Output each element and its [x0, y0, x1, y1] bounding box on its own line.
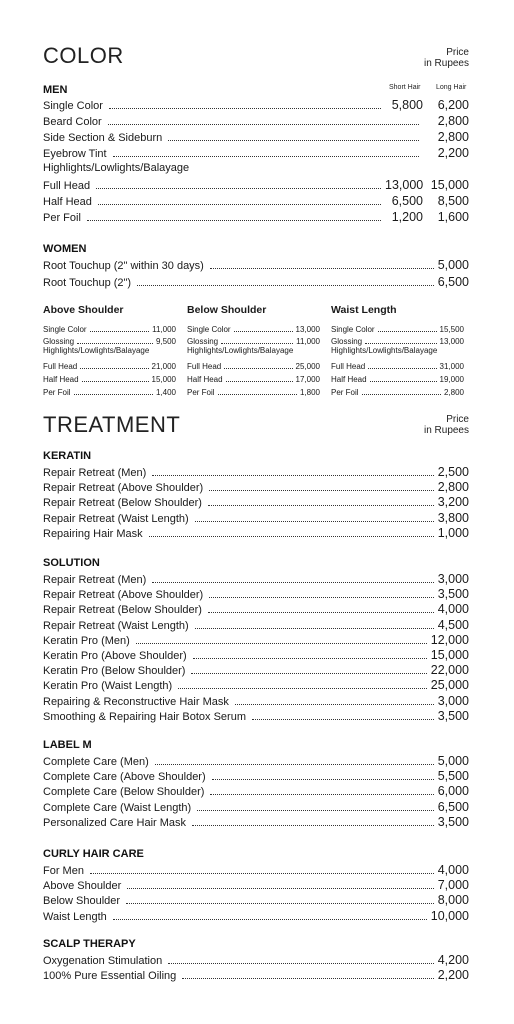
- dot-leader: [152, 581, 433, 583]
- dot-leader: [137, 284, 434, 286]
- price: 4,500: [437, 617, 469, 632]
- dot-leader: [370, 380, 437, 382]
- treatment-row: [43, 892, 469, 907]
- dot-leader: [178, 687, 427, 689]
- long-hair-price: 2,200: [437, 146, 469, 160]
- dot-leader: [168, 962, 433, 964]
- dot-leader: [252, 718, 434, 720]
- service-label: Root Touchup (2" within 30 days): [43, 260, 204, 272]
- dot-leader: [149, 535, 434, 537]
- price: 25,000: [295, 362, 320, 372]
- dot-leader: [193, 657, 427, 659]
- service-label: Full Head: [43, 362, 78, 372]
- service-label: Per Foil: [43, 212, 81, 224]
- treatment-row: [43, 525, 469, 540]
- men-heading: MEN: [43, 84, 68, 96]
- dot-leader: [192, 824, 434, 826]
- dot-leader: [109, 107, 381, 109]
- price: 9,500: [155, 337, 176, 347]
- service-label: Full Head: [331, 362, 366, 372]
- service-label: Single Color: [187, 324, 231, 334]
- service-label: Beard Color: [43, 116, 102, 128]
- price: 22,000: [430, 663, 469, 678]
- men-row: [43, 97, 469, 112]
- service-label: Single Color: [43, 100, 103, 112]
- treatment-row: [43, 952, 469, 967]
- price: 1,000: [437, 525, 469, 540]
- price: 13,000: [295, 324, 320, 334]
- treatment-group-title: SCALP THERAPY: [43, 938, 136, 950]
- treatment-group-title: LABEL M: [43, 739, 92, 751]
- treatment-group-title: CURLY HAIR CARE: [43, 848, 144, 860]
- service-label: Waist Length: [43, 910, 107, 923]
- column-row: [43, 384, 176, 397]
- treatment-row: [43, 877, 469, 892]
- service-label: Complete Care (Above Shoulder): [43, 771, 206, 784]
- price: 15,000: [430, 648, 469, 662]
- price: 17,000: [295, 374, 320, 384]
- treatment-row: [43, 571, 469, 586]
- dot-leader: [209, 489, 434, 491]
- service-label: Root Touchup (2"): [43, 277, 132, 289]
- service-label: Above Shoulder: [43, 880, 122, 893]
- dot-leader: [210, 267, 434, 269]
- service-label: Repair Retreat (Above Shoulder): [43, 482, 204, 495]
- treatment-row: [43, 693, 469, 708]
- long-hair-price: 6,200: [437, 98, 469, 112]
- service-label: Repairing Hair Mask: [43, 527, 143, 540]
- service-label: Repair Retreat (Men): [43, 467, 147, 479]
- treatment-row: [43, 768, 469, 783]
- price: 15,000: [151, 374, 176, 384]
- price: 6,000: [437, 784, 469, 799]
- long-hair-price: 1,600: [437, 210, 469, 224]
- price: 13,000: [439, 337, 464, 347]
- column-title: Waist Length: [331, 304, 397, 316]
- price: 3,000: [437, 693, 469, 708]
- dot-leader: [209, 596, 434, 598]
- service-label: Below Shoulder: [43, 895, 121, 908]
- service-label: Full Head: [187, 362, 222, 372]
- treatment-group-title: KERATIN: [43, 450, 92, 462]
- treatment-row: [43, 662, 469, 677]
- treatment-row: [43, 617, 469, 632]
- service-label: Per Foil: [331, 387, 359, 397]
- column-row: [187, 359, 320, 372]
- column-row: [187, 371, 320, 384]
- treatment-row: [43, 647, 469, 662]
- column-row: [43, 359, 176, 372]
- dot-leader: [210, 793, 433, 795]
- service-label: Single Color: [331, 324, 375, 334]
- women-row: [43, 257, 469, 272]
- dot-leader: [212, 778, 434, 780]
- treatment-row: [43, 799, 469, 814]
- price: 6,500: [437, 275, 469, 289]
- service-label: Repairing & Reconstructive Hair Mask: [43, 695, 229, 708]
- dot-leader: [168, 139, 419, 141]
- service-label: Personalized Care Hair Mask: [43, 816, 187, 829]
- treatment-row: [43, 814, 469, 829]
- price: 3,500: [437, 708, 469, 723]
- column-row: [187, 321, 320, 334]
- color-price-note-line2: in Rupees: [423, 58, 469, 69]
- price: 5,000: [437, 258, 469, 272]
- dot-leader: [82, 380, 149, 382]
- men-row: [43, 113, 469, 128]
- treatment-row: [43, 783, 469, 798]
- men-row: [43, 129, 469, 144]
- above-shoulder-column: [43, 304, 176, 397]
- column-subheading: Highlights/Lowlights/Balayage: [43, 346, 150, 356]
- below-shoulder-column: [187, 304, 320, 397]
- service-label: Smoothing & Repairing Hair Botox Serum: [43, 710, 246, 723]
- column-row: [331, 371, 464, 384]
- dot-leader: [98, 203, 381, 205]
- dot-leader: [208, 504, 434, 506]
- treatment-row: [43, 708, 469, 723]
- dot-leader: [96, 187, 381, 189]
- service-label: Keratin Pro (Below Shoulder): [43, 665, 186, 678]
- dot-leader: [126, 902, 434, 904]
- price: 7,000: [437, 878, 469, 893]
- price: 21,000: [151, 362, 176, 372]
- service-label: Single Color: [43, 324, 87, 334]
- price: 3,500: [437, 814, 469, 829]
- dot-leader: [77, 342, 153, 344]
- long-hair-price: 15,000: [430, 178, 469, 192]
- service-label: Repair Retreat (Men): [43, 574, 147, 586]
- service-label: Half Head: [43, 196, 92, 208]
- service-label: 100% Pure Essential Oiling: [43, 970, 177, 983]
- price: 4,200: [437, 953, 469, 967]
- color-section-header: [43, 45, 469, 67]
- dot-leader: [234, 330, 293, 332]
- price: 25,000: [430, 678, 469, 693]
- women-row: [43, 274, 469, 289]
- treatment-section-title: TREATMENT: [43, 412, 181, 437]
- service-label: For Men: [43, 865, 84, 877]
- long-hair-price: 2,800: [437, 130, 469, 144]
- column-row: [43, 321, 176, 334]
- dot-leader: [195, 627, 434, 629]
- price: 2,800: [437, 480, 469, 495]
- column-row: [43, 334, 176, 347]
- short-hair-price: 1,200: [391, 210, 423, 224]
- service-label: Complete Care (Men): [43, 756, 149, 768]
- service-label: Half Head: [331, 374, 367, 384]
- service-label: Eyebrow Tint: [43, 148, 107, 160]
- treatment-row: [43, 908, 469, 923]
- dot-leader: [191, 672, 426, 674]
- color-price-note: [424, 47, 469, 69]
- service-label: Glossing: [43, 337, 75, 347]
- short-hair-price: 5,800: [391, 98, 423, 112]
- service-label: Glossing: [187, 337, 219, 347]
- service-label: Per Foil: [187, 387, 215, 397]
- dot-leader: [208, 611, 434, 613]
- treatment-row: [43, 464, 469, 479]
- treatment-row: [43, 510, 469, 525]
- price: 3,800: [437, 510, 469, 525]
- dot-leader: [87, 219, 381, 221]
- short-hair-price: 6,500: [391, 194, 423, 208]
- treatment-price-note-line2: in Rupees: [423, 425, 469, 436]
- service-label: Full Head: [43, 180, 91, 192]
- dot-leader: [113, 155, 419, 157]
- treatment-row: [43, 862, 469, 877]
- service-label: Repair Retreat (Waist Length): [43, 512, 189, 525]
- men-row: [43, 177, 469, 192]
- column-row: [187, 334, 320, 347]
- column-title: Below Shoulder: [187, 304, 267, 316]
- price: 8,000: [437, 893, 469, 908]
- dot-leader: [197, 809, 434, 811]
- service-label: Repair Retreat (Above Shoulder): [43, 589, 204, 602]
- waist-length-column: [331, 304, 464, 397]
- treatment-price-note: [424, 414, 469, 436]
- dot-leader: [90, 330, 150, 332]
- column-title: Above Shoulder: [43, 304, 124, 316]
- column-subheading: Highlights/Lowlights/Balayage: [187, 346, 294, 356]
- dot-leader: [362, 393, 441, 395]
- service-label: Per Foil: [43, 387, 71, 397]
- treatment-row: [43, 479, 469, 494]
- service-label: Keratin Pro (Waist Length): [43, 680, 173, 693]
- men-row: [43, 145, 469, 160]
- dot-leader: [365, 342, 436, 344]
- service-label: Half Head: [187, 374, 223, 384]
- price: 12,000: [430, 632, 469, 647]
- treatment-row: [43, 601, 469, 616]
- dot-leader: [127, 887, 433, 889]
- treatment-row: [43, 632, 469, 647]
- dot-leader: [195, 520, 434, 522]
- dot-leader: [136, 642, 427, 644]
- service-label: Repair Retreat (Below Shoulder): [43, 604, 202, 617]
- price: 5,000: [437, 754, 469, 768]
- service-label: Complete Care (Below Shoulder): [43, 786, 205, 799]
- long-hair-price: 2,800: [437, 114, 469, 128]
- dot-leader: [152, 474, 433, 476]
- service-label: Repair Retreat (Below Shoulder): [43, 497, 202, 510]
- service-label: Side Section & Sideburn: [43, 132, 163, 144]
- color-price-note-line1: Price: [446, 47, 469, 58]
- price: 3,500: [437, 587, 469, 602]
- price: 2,200: [437, 968, 469, 983]
- price: 10,000: [430, 908, 469, 923]
- price: 5,500: [437, 769, 469, 784]
- price: 11,000: [152, 324, 176, 334]
- price: 3,200: [437, 495, 469, 510]
- price: 3,000: [437, 572, 469, 586]
- men-row: [43, 193, 469, 208]
- dot-leader: [74, 393, 153, 395]
- dot-leader: [108, 123, 419, 125]
- treatment-price-note-line1: Price: [446, 414, 469, 425]
- price: 1,800: [299, 387, 320, 397]
- dot-leader: [113, 918, 427, 920]
- price: 31,000: [439, 362, 464, 372]
- price: 4,000: [437, 863, 469, 877]
- dot-leader: [235, 703, 434, 705]
- color-section-title: COLOR: [43, 43, 124, 68]
- dot-leader: [226, 380, 293, 382]
- service-label: Oxygenation Stimulation: [43, 955, 163, 967]
- treatment-row: [43, 967, 469, 982]
- treatment-section-header: [43, 414, 469, 436]
- long-hair-column-header: Long Hair: [436, 84, 467, 91]
- price: 1,400: [155, 387, 176, 397]
- men-subheading: Highlights/Lowlights/Balayage: [43, 162, 190, 174]
- long-hair-price: 8,500: [437, 194, 469, 208]
- price: 2,800: [443, 387, 464, 397]
- dot-leader: [378, 330, 437, 332]
- treatment-row: [43, 494, 469, 509]
- dot-leader: [155, 763, 434, 765]
- dot-leader: [368, 367, 436, 369]
- column-row: [187, 384, 320, 397]
- treatment-row: [43, 677, 469, 692]
- service-label: Repair Retreat (Waist Length): [43, 619, 189, 632]
- price: 4,000: [437, 602, 469, 617]
- service-label: Keratin Pro (Above Shoulder): [43, 650, 187, 662]
- dot-leader: [80, 367, 148, 369]
- treatment-group-title: SOLUTION: [43, 557, 100, 569]
- short-hair-column-header: Short Hair: [389, 84, 421, 91]
- dot-leader: [182, 977, 433, 979]
- price: 15,500: [439, 324, 464, 334]
- price: 11,000: [296, 337, 320, 347]
- short-hair-price: 13,000: [385, 178, 424, 192]
- dot-leader: [90, 872, 434, 874]
- dot-leader: [224, 367, 292, 369]
- dot-leader: [221, 342, 293, 344]
- column-row: [331, 384, 464, 397]
- column-row: [43, 371, 176, 384]
- service-label: Keratin Pro (Men): [43, 634, 130, 647]
- column-row: [331, 321, 464, 334]
- men-row: [43, 209, 469, 224]
- column-subheading: Highlights/Lowlights/Balayage: [331, 346, 438, 356]
- treatment-row: [43, 586, 469, 601]
- column-row: [331, 334, 464, 347]
- service-label: Complete Care (Waist Length): [43, 801, 192, 814]
- price: 6,500: [437, 799, 469, 814]
- service-label: Half Head: [43, 374, 79, 384]
- treatment-row: [43, 753, 469, 768]
- price: 2,500: [437, 465, 469, 479]
- column-row: [331, 359, 464, 372]
- price: 19,000: [439, 374, 464, 384]
- dot-leader: [218, 393, 297, 395]
- women-heading: WOMEN: [43, 243, 87, 255]
- service-label: Glossing: [331, 337, 363, 347]
